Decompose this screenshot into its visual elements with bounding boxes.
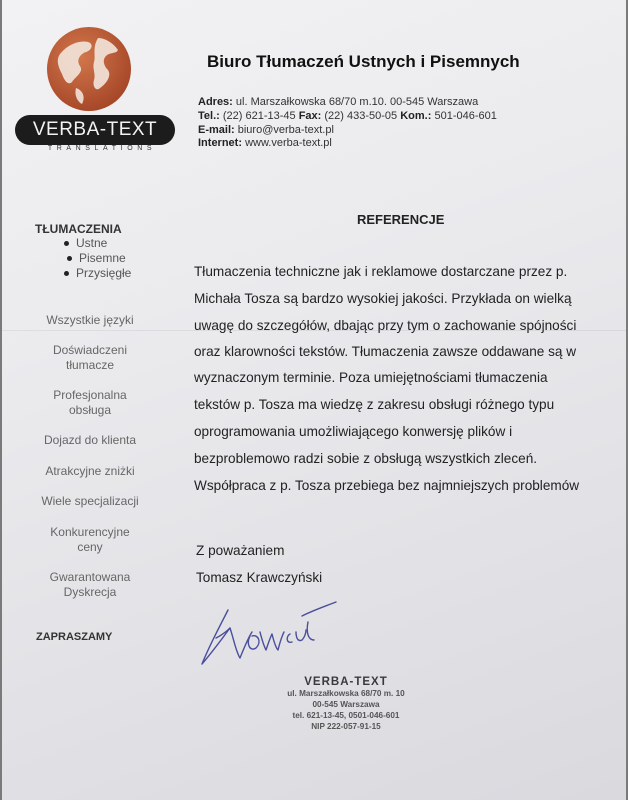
sidebar-item-specializations: Wiele specjalizacji: [41, 494, 139, 508]
logo-wordmark: VERBA-TEXT: [15, 115, 175, 145]
stamp-title: VERBA-TEXT: [304, 676, 388, 688]
internet-label: Internet:: [198, 137, 242, 150]
sidebar-item-service: Profesjonalna obsługa: [53, 388, 127, 417]
address-label: Adres:: [198, 96, 233, 108]
sidebar-footer: ZAPRASZAMY: [36, 631, 113, 643]
sidebar-item-translators: Doświadczeni tłumacze: [52, 343, 128, 372]
kom-label: Kom.:: [400, 109, 432, 122]
contact-block: [198, 96, 497, 151]
bullet-icon: [64, 241, 69, 246]
email-label: E-mail:: [198, 123, 235, 136]
sidebar-item-discounts: Atrakcyjne zniżki: [45, 464, 135, 478]
stamp-line: 00-545 Warszawa: [312, 700, 380, 709]
body-line: uwagę do szczegółów, dbając przy tym o zachowanie spójności: [194, 318, 577, 333]
internet-value: www.verba-text.pl: [245, 137, 332, 150]
body-line: oprogramowania umożliwiającego konwersję plików i: [194, 424, 513, 439]
company-stamp: [268, 676, 424, 732]
body-line: tekstów p. Tosza ma wiedzę z zakresu obsługi różnego typu: [194, 397, 555, 412]
body-line: Tłumaczenia techniczne jak i reklamowe dostarczane przez p.: [194, 264, 568, 279]
body-line: oraz klarowności tekstów. Tłumaczenia zawsze oddawane są w: [194, 344, 577, 359]
signer-name: Tomasz Krawczyński: [196, 570, 323, 585]
stamp-line: tel. 621-13-45, 0501-046-601: [292, 711, 400, 720]
sidebar-item-prices: Konkurencyjne ceny: [50, 525, 130, 554]
internet-row: [198, 137, 497, 151]
sidebar-item-languages: Wszystkie języki: [46, 313, 134, 327]
sidebar-item-discretion: Gwarantowana Dyskrecja: [49, 570, 131, 599]
handwritten-signature: [190, 592, 340, 674]
sidebar-heading: TŁUMACZENIA: [35, 222, 122, 236]
logo-subtitle: TRANSLATIONS: [47, 145, 157, 152]
fax-value: (22) 433-50-05: [324, 109, 398, 122]
stamp-line: ul. Marszałkowska 68/70 m. 10: [287, 689, 405, 698]
tel-label: Tel.:: [198, 109, 220, 122]
bullet-icon: [64, 271, 69, 276]
stamp-line: NIP 222-057-91-15: [311, 722, 381, 731]
email-value: biuro@verba-text.pl: [237, 123, 334, 136]
letter-title: REFERENCJE: [357, 212, 445, 227]
sidebar-sublist: [64, 236, 131, 281]
kom-value: 501-046-601: [434, 109, 497, 122]
body-line: wyznaczonym terminie. Poza umiejętnościami tłumaczenia: [194, 370, 548, 385]
sidebar-subitem: Pisemne: [64, 251, 131, 266]
sidebar-item-travel: Dojazd do klienta: [43, 433, 137, 447]
body-line: Michała Tosza są bardzo wysokiej jakości. Przykłada on wielką: [194, 291, 572, 306]
body-line: bezproblemowo radzi sobie z obsługą wszystkich zleceń.: [194, 451, 538, 466]
letter-page: [2, 0, 626, 800]
sidebar-subitem: Ustne: [64, 236, 131, 251]
address-value: ul. Marszałkowska 68/70 m.10. 00-545 Warszawa: [235, 96, 479, 108]
address-row: [198, 96, 497, 110]
globe-icon: [46, 26, 132, 112]
closing-phrase: Z poważaniem: [196, 543, 285, 558]
bullet-icon: [67, 256, 72, 261]
phone-row: [198, 110, 497, 124]
body-line: Współpraca z p. Tosza przebiega bez najmniejszych problemów: [194, 478, 580, 493]
fax-label: Fax:: [298, 109, 322, 122]
company-title: Biuro Tłumaczeń Ustnych i Pisemnych: [207, 52, 520, 71]
tel-value: (22) 621-13-45: [222, 109, 296, 122]
sidebar-subitem: Przysięgłe: [64, 266, 131, 281]
email-row: [198, 124, 497, 138]
